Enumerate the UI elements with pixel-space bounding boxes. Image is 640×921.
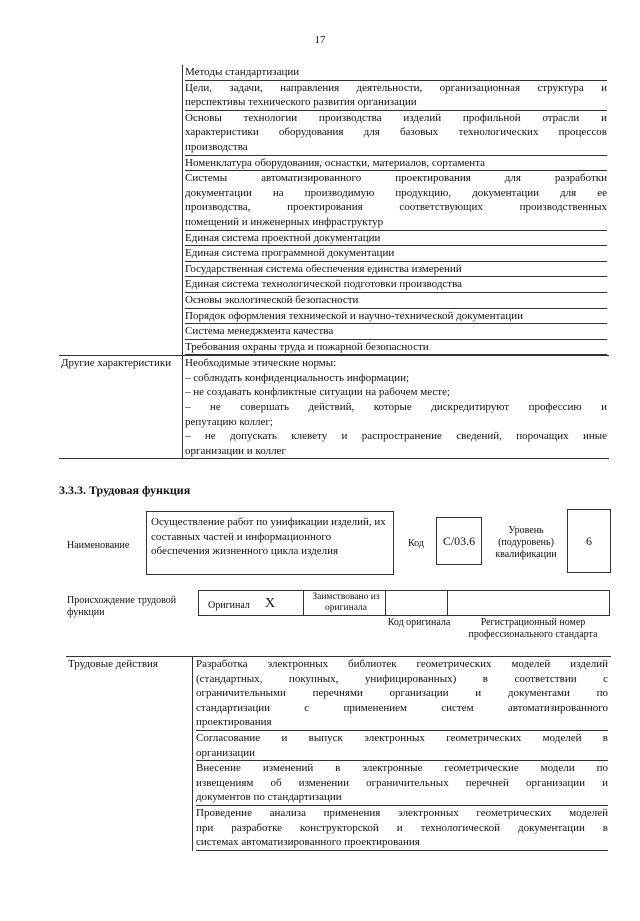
text-line: – не создавать конфликтные ситуации на рабочем месте; bbox=[185, 386, 450, 399]
text-line: документации на производимую продукцию, документации для ее bbox=[185, 186, 607, 199]
knowledge-item bbox=[185, 262, 607, 278]
text-line: организации и коллег bbox=[185, 444, 286, 457]
origin-label: Происхождение трудовой функции bbox=[67, 595, 177, 618]
level-value: 6 bbox=[567, 509, 611, 573]
text-line: (стандартных, покупных, унифицированных) в соответствии с bbox=[196, 672, 608, 685]
text-line: помещений и инженерных инфраструктур bbox=[185, 215, 384, 228]
knowledge-table bbox=[59, 65, 609, 459]
text-line: Основы экологической безопасности bbox=[185, 293, 359, 306]
knowledge-item bbox=[185, 277, 607, 293]
other-characteristics-row bbox=[59, 355, 609, 459]
text-line: Единая система проектной документации bbox=[185, 231, 381, 244]
name-label: Наименование bbox=[67, 540, 130, 551]
labor-actions-label: Трудовые действия bbox=[68, 658, 158, 670]
text-line: Согласование и выпуск электронных геометрических моделей в bbox=[196, 731, 608, 744]
text-line: извещениям об изменении ограничительных перечней организации и bbox=[196, 776, 608, 789]
labor-action-item bbox=[196, 731, 608, 761]
text-line: Единая система программной документации bbox=[185, 247, 395, 260]
knowledge-item bbox=[185, 156, 607, 172]
knowledge-item bbox=[185, 324, 607, 340]
text-line: Основы технологии производства изделий профильной отрасли и bbox=[185, 111, 607, 124]
text-line: Требования охраны труда и пожарной безопасности bbox=[185, 340, 429, 353]
code-origin-caption: Код оригинала bbox=[387, 617, 451, 628]
text-line: характеристики оборудования для базовых технологических процессов bbox=[185, 126, 607, 139]
section-title: 3.3.3. Трудовая функция bbox=[59, 483, 191, 497]
original-mark: X bbox=[265, 596, 276, 611]
text-line: производства bbox=[185, 140, 248, 153]
text-line: Государственная система обеспечения единства измерений bbox=[185, 262, 462, 275]
labor-actions-list bbox=[192, 657, 611, 851]
text-line: – не допускать клевету и распространение сведений, порочащих иные bbox=[185, 430, 607, 443]
origin-table bbox=[198, 590, 610, 616]
text-line: – не совершать действий, которые дискредитируют профессию и bbox=[185, 401, 607, 414]
function-name: Осуществление работ по унификации изделий, их составных частей и информационного обеспечения жизненного цикла изделия bbox=[146, 511, 394, 575]
knowledge-item bbox=[185, 309, 607, 325]
text-line: Системы автоматизированного проектирования для разработки bbox=[185, 172, 607, 185]
knowledge-item bbox=[185, 65, 607, 81]
knowledge-label-cell bbox=[59, 65, 183, 355]
text-line: Единая система технологической подготовки производства bbox=[185, 278, 463, 291]
text-line: документов по стандартизации bbox=[196, 791, 342, 804]
knowledge-item bbox=[185, 246, 607, 262]
text-line: Разработка электронных библиотек геометрических моделей изделий bbox=[196, 658, 608, 670]
text-line: производства, проектирования соответствующих производственных bbox=[185, 201, 607, 214]
knowledge-list bbox=[183, 65, 609, 355]
borrowed-label: Заимствовано из оригинала bbox=[312, 592, 380, 613]
text-line: при разработке конструкторской и технологической документации в bbox=[196, 821, 608, 834]
labor-action-item bbox=[196, 806, 608, 851]
text-line: репутацию коллег; bbox=[185, 415, 273, 428]
knowledge-item bbox=[185, 111, 607, 156]
text-line: ограничительными перечнями организации и документами по bbox=[196, 687, 608, 700]
text-line: Проведение анализа применения электронных геометрических моделей bbox=[196, 806, 608, 819]
text-line: Номенклатура оборудования, оснастки, материалов, сортамента bbox=[185, 156, 485, 169]
text-line: проектирования bbox=[196, 716, 272, 729]
original-label: Оригинал bbox=[208, 600, 250, 611]
text-line: – соблюдать конфиденциальность информации; bbox=[185, 371, 410, 384]
page-number: 17 bbox=[314, 34, 326, 46]
labor-actions-table bbox=[66, 656, 611, 851]
knowledge-item bbox=[185, 340, 607, 356]
knowledge-item bbox=[185, 231, 607, 247]
text-line: стандартизации с применением систем автоматизированного bbox=[196, 701, 608, 714]
code-label: Код bbox=[408, 538, 424, 549]
knowledge-row bbox=[59, 65, 609, 355]
text-line: системах автоматизированного проектирования bbox=[196, 836, 420, 849]
text-line: перспективы технического развития организации bbox=[185, 96, 417, 109]
level-label: Уровень (подуровень) квалификации bbox=[495, 525, 557, 560]
knowledge-item bbox=[185, 171, 607, 230]
text-line: Порядок оформления технической и научно-технической документации bbox=[185, 309, 523, 322]
knowledge-item bbox=[185, 293, 607, 309]
other-characteristics-text bbox=[183, 356, 609, 458]
text-line: Внесение изменений в электронные геометрические модели по bbox=[196, 762, 608, 775]
other-characteristics-label: Другие характеристики bbox=[59, 356, 183, 458]
labor-action-item bbox=[196, 657, 608, 731]
text-line: Методы стандартизации bbox=[185, 66, 300, 78]
knowledge-item bbox=[185, 81, 607, 111]
text-line: Необходимые этические нормы: bbox=[185, 357, 337, 370]
text-line: организации bbox=[196, 746, 256, 759]
text-line: Цели, задачи, направления деятельности, организационная структура и bbox=[185, 81, 607, 94]
labor-action-item bbox=[196, 761, 608, 806]
code-value: C/03.6 bbox=[436, 517, 482, 565]
labor-actions-row bbox=[66, 657, 611, 851]
text-line: Система менеджмента качества bbox=[185, 325, 334, 338]
reg-number-caption: Регистрационный номер профессионального стандарта bbox=[468, 617, 598, 640]
